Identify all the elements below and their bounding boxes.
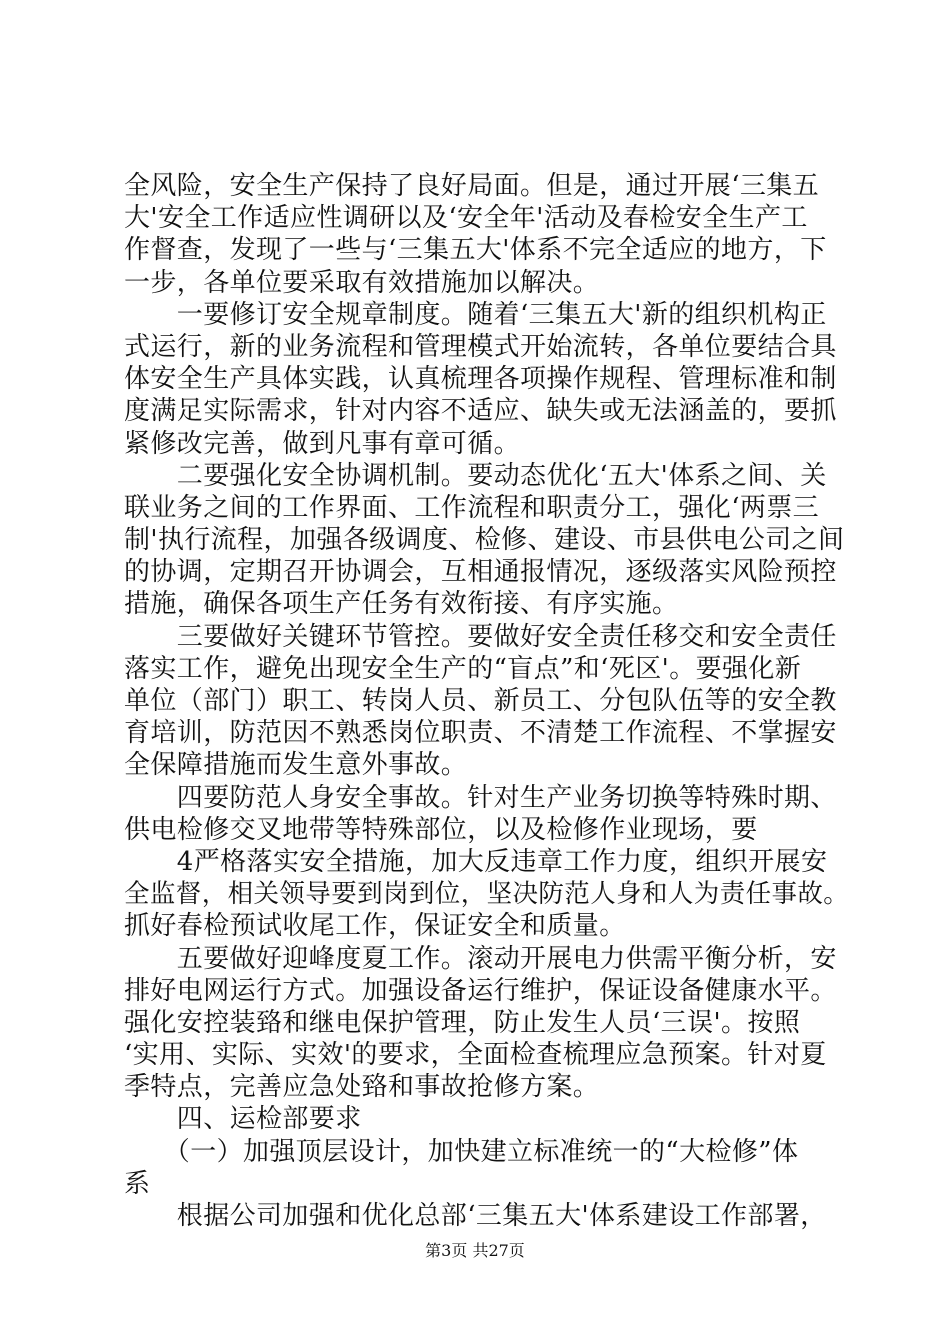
text-line: 四要防范人身安全事故。针对生产业务切换等特殊时期、 <box>124 782 837 813</box>
text-line: 季特点，完善应急处臵和事故抢修方案。 <box>124 1072 600 1103</box>
text-line: 作督查，发现了一些与‘三集五大'体系不完全适应的地方，下 <box>124 235 827 266</box>
text-line: 落实工作，避免出现安全生产的“盲点”和‘死区'。要强化新 <box>124 653 802 684</box>
text-line: 全风险，安全生产保持了良好局面。但是，通过开展‘三集五 <box>124 171 820 201</box>
text-line: 四、运检部要求 <box>124 1104 362 1135</box>
text-line: 紧修改完善，做到凡事有章可循。 <box>124 428 521 459</box>
text-line: 制'执行流程，加强各级调度、检修、建设、市县供电公司之间 <box>124 525 845 556</box>
text-line: 度满足实际需求，针对内容不适应、缺失或无法涵盖的，要抓 <box>124 396 837 427</box>
text-line: 的协调，定期召开协调会，互相通报情况，逐级落实风险预控 <box>124 557 837 588</box>
text-line: 抓好春检预试收尾工作，保证安全和质量。 <box>124 911 626 942</box>
body-text <box>124 170 850 1232</box>
text-line: （一）加强顶层设计，加快建立标准统一的“大检修”体 <box>124 1136 799 1167</box>
page-number-footer: 第3页 共27页 <box>425 1241 525 1260</box>
text-line: 联业务之间的工作界面、工作流程和职责分工，强化‘两票三 <box>124 492 820 523</box>
text-line: 体安全生产具体实践，认真梳理各项操作规程、管理标准和制 <box>124 364 837 395</box>
text-line: 供电检修交叉地带等特殊部位，以及检修作业现场，要 <box>124 814 758 845</box>
text-line: 三要做好关键环节管控。要做好安全责任移交和安全责任 <box>124 621 837 652</box>
text-line: 一要修订安全规章制度。随着‘三集五大'新的组织机构正 <box>124 299 827 330</box>
text-line: ‘实用、实际、实效'的要求，全面检查梳理应急预案。针对夏 <box>124 1040 827 1071</box>
text-line: 一步，各单位要采取有效措施加以解决。 <box>124 267 600 298</box>
text-line: 五要做好迎峰度夏工作。滚动开展电力供需平衡分析，安 <box>124 943 837 974</box>
text-line: 根据公司加强和优化总部‘三集五大'体系建设工作部署， <box>124 1201 827 1231</box>
text-line: 全监督，相关领导要到岗到位，坚决防范人身和人为责任事故。 <box>124 879 850 910</box>
text-line: 二要强化安全协调机制。要动态优化‘五大'体系之间、关 <box>124 460 827 491</box>
text-line: 育培训，防范因不熟悉岗位职责、不清楚工作流程、不掌握安 <box>124 718 837 749</box>
text-line: 措施，确保各项生产任务有效衔接、有序实施。 <box>124 589 679 620</box>
text-line: 强化安控装臵和继电保护管理，防止发生人员‘三误'。按照 <box>124 1007 801 1038</box>
text-line: 单位（部门）职工、转岗人员、新员工、分包队伍等的安全教 <box>124 686 837 716</box>
text-line: 4严格落实安全措施，加大反违章工作力度，组织开展安 <box>124 846 828 877</box>
text-line: 排好电网运行方式。加强设备运行维护，保证设备健康水平。 <box>124 975 837 1006</box>
text-line: 式运行，新的业务流程和管理模式开始流转，各单位要结合具 <box>124 331 837 362</box>
text-line: 系 <box>124 1168 151 1199</box>
text-line: 全保障措施而发生意外事故。 <box>124 750 468 781</box>
text-line: 大'安全工作适应性调研以及‘安全年'活动及春检安全生产工 <box>124 203 808 234</box>
